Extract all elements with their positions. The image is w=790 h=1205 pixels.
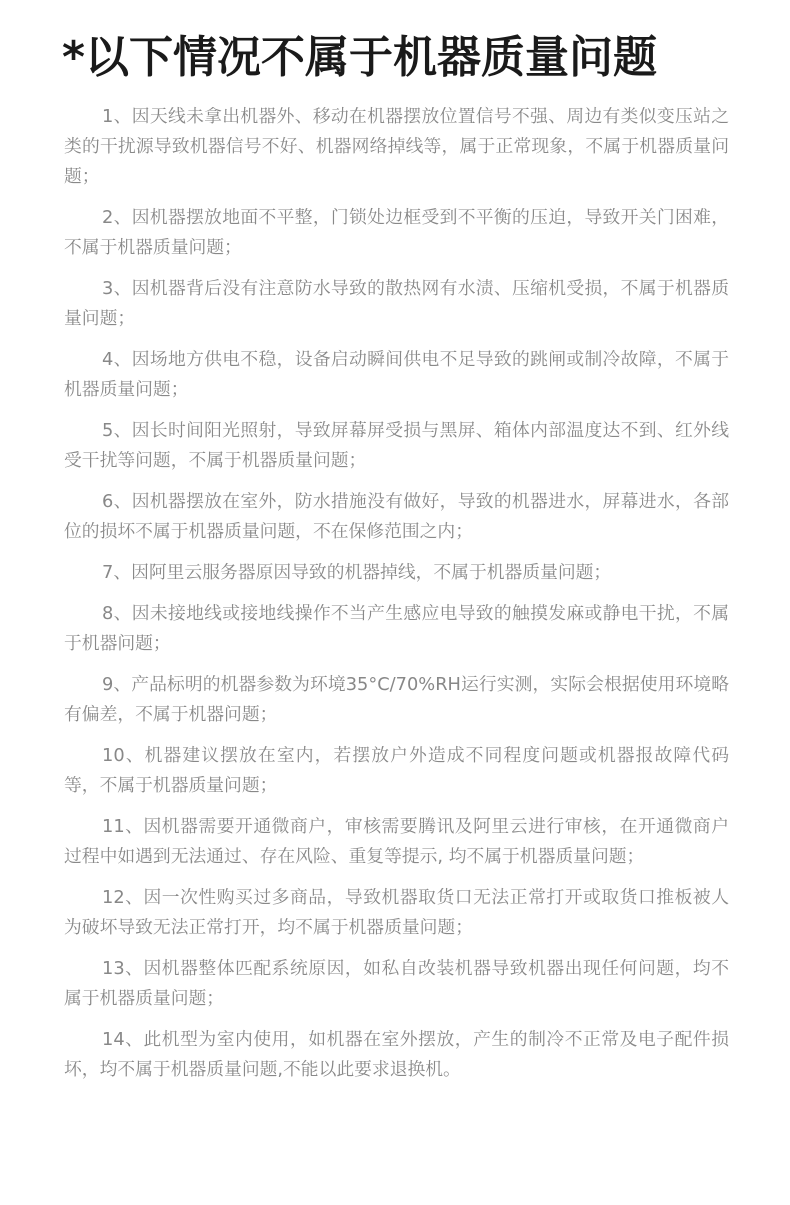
list-item: 11、因机器需要开通微商户，审核需要腾讯及阿里云进行审核，在开通微商户过程中如遇到无法通过、存在风险、重复等提示, 均不属于机器质量问题； bbox=[64, 816, 729, 867]
list-item: 3、因机器背后没有注意防水导致的散热网有水渍、压缩机受损，不属于机器质量问题； bbox=[64, 278, 729, 329]
list-item: 10、机器建议摆放在室内，若摆放户外造成不同程度问题或机器报故障代码等，不属于机器质量问题； bbox=[64, 745, 729, 796]
list-item: 9、产品标明的机器参数为环境35°C/70%RH运行实测，实际会根据使用环境略有偏差，不属于机器问题； bbox=[64, 674, 729, 725]
exclusion-list bbox=[64, 102, 729, 1096]
list-item: 7、因阿里云服务器原因导致的机器掉线，不属于机器质量问题； bbox=[102, 562, 612, 583]
list-item: 12、因一次性购买过多商品，导致机器取货口无法正常打开或取货口推板被人为破坏导致无法正常打开，均不属于机器质量问题； bbox=[64, 887, 729, 938]
list-item: 8、因未接地线或接地线操作不当产生感应电导致的触摸发麻或静电干扰，不属于机器问题； bbox=[64, 603, 729, 654]
list-item: 1、因天线未拿出机器外、移动在机器摆放位置信号不强、周边有类似变压站之类的干扰源导致机器信号不好、机器网络掉线等，属于正常现象，不属于机器质量问题； bbox=[64, 106, 729, 187]
list-item: 4、因场地方供电不稳，设备启动瞬间供电不足导致的跳闸或制冷故障，不属于机器质量问题； bbox=[64, 349, 729, 400]
list-item: 5、因长时间阳光照射，导致屏幕屏受损与黑屏、箱体内部温度达不到、红外线受干扰等问题，不属于机器质量问题； bbox=[64, 420, 729, 471]
page-title: *以下情况不属于机器质量问题 bbox=[62, 32, 658, 83]
list-item: 6、因机器摆放在室外，防水措施没有做好，导致的机器进水，屏幕进水，各部位的损坏不属于机器质量问题，不在保修范围之内； bbox=[64, 491, 729, 542]
list-item: 14、此机型为室内使用，如机器在室外摆放，产生的制冷不正常及电子配件损坏，均不属于机器质量问题,不能以此要求退换机。 bbox=[64, 1029, 729, 1080]
list-item: 2、因机器摆放地面不平整，门锁处边框受到不平衡的压迫，导致开关门困难，不属于机器质量问题； bbox=[64, 207, 729, 258]
list-item: 13、因机器整体匹配系统原因，如私自改装机器导致机器出现任何问题，均不属于机器质量问题； bbox=[64, 958, 729, 1009]
